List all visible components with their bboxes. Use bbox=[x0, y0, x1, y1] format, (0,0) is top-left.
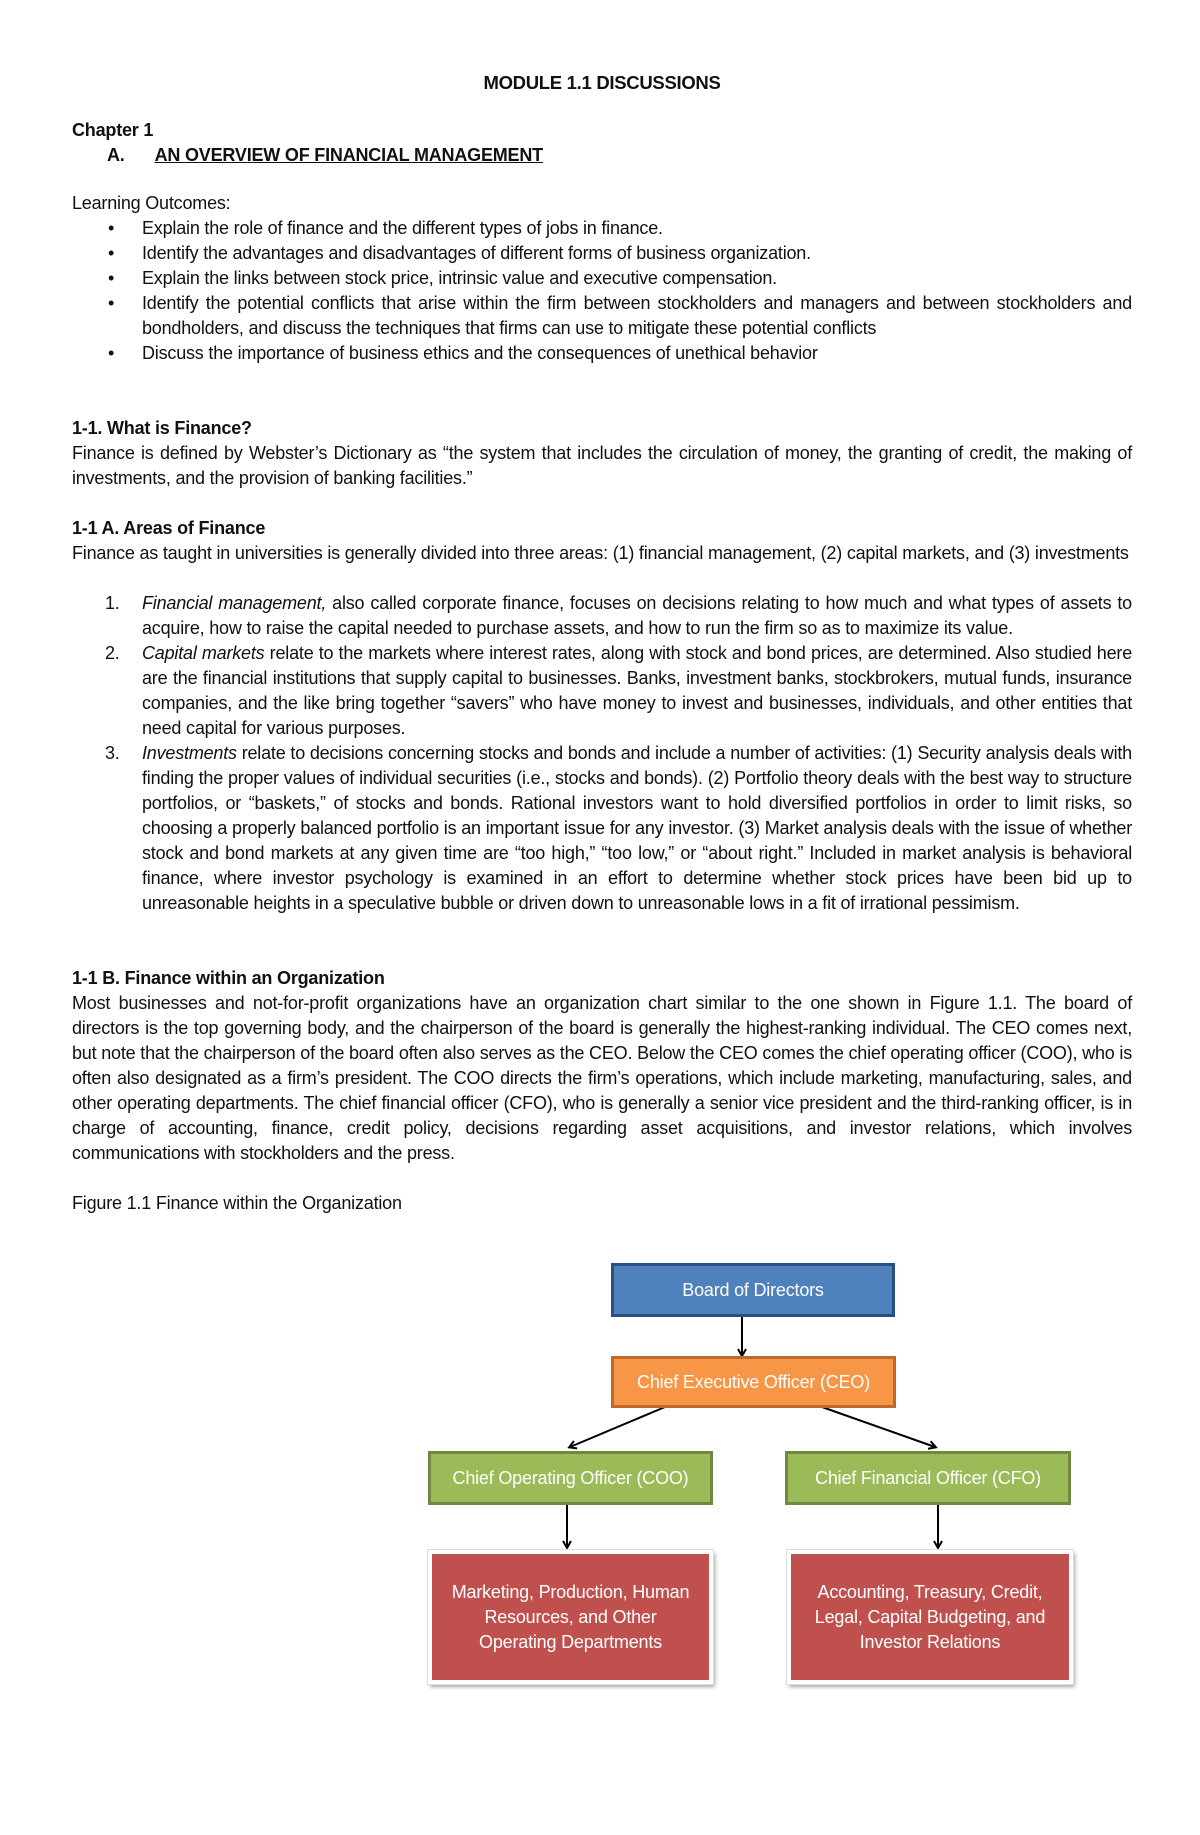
term: Investments bbox=[142, 743, 237, 763]
item-text: relate to the markets where interest rates, along with stock and bond prices, are determined. Also studied here are the financial institutions that supply capital to businesses. Banks, investment banks, stockbrokers, mutual funds, insurance companies, and the like bring together “savers” who have money to invest and businesses, individuals, and other entities that need capital for various purposes. bbox=[142, 643, 1133, 738]
arrow-ceo-to-cfo bbox=[822, 1407, 935, 1447]
areas-of-finance-list bbox=[72, 591, 1132, 916]
what-is-finance-body: Finance is defined by Webster’s Dictionary as “the system that includes the circulation of money, the granting of credit, the making of investments, and the provision of banking facilities.” bbox=[72, 443, 1132, 488]
list-item: • Identify the potential conflicts that arise within the firm between stockholders and managers and between stockholders and bondholders, and discuss the techniques that firms can use to mitigate these potential conflicts bbox=[108, 293, 1132, 338]
term: Financial management, bbox=[142, 593, 327, 613]
item-number: 1. bbox=[105, 593, 120, 613]
what-is-finance-heading: 1-1. What is Finance? bbox=[72, 418, 252, 438]
areas-of-finance-intro: Finance as taught in universities is generally divided into three areas: (1) financial management, (2) capital markets, and (3) investments bbox=[72, 543, 1129, 563]
item-number: 3. bbox=[105, 743, 120, 763]
page-title: MODULE 1.1 DISCUSSIONS bbox=[483, 72, 721, 93]
item-text: also called corporate finance, focuses on decisions relating to how much and what types of assets to acquire, how to raise the capital needed to purchase assets, and how to run the firm so as to maximize its value. bbox=[142, 593, 1132, 638]
document-page bbox=[72, 62, 1132, 1216]
areas-of-finance-heading: 1-1 A. Areas of Finance bbox=[72, 518, 266, 538]
item-text: relate to decisions concerning stocks and bonds and include a number of activities: (1) Security analysis deals with finding the proper values of individual securities (i.e., stocks and bonds). (2) Portfolio theory deals with the best way to structure portfolios, or “baskets,” of stocks and bonds. Rational investors want to hold diversified portfolios in order to limit risks, so choosing a properly balanced portfolio is an important issue for any investor. (3) Market analysis deals with the issue of whether stock and bond markets at any given time are “too high,” “too low,” or “about right.” Included in market analysis is behavioral finance, where investor psychology is examined in an effort to determine whether stock prices have been bid up to unreasonable heights in a speculative bubble or driven down to unreasonable lows in a fit of irrational pessimism. bbox=[142, 743, 1132, 913]
cfo-box: Chief Financial Officer (CFO) bbox=[785, 1451, 1071, 1505]
list-item: • Identify the advantages and disadvantages of different forms of business organization. bbox=[72, 241, 1132, 266]
finance-departments-box: Accounting, Treasury, Credit, Legal, Capital Budgeting, and Investor Relations bbox=[787, 1550, 1073, 1684]
bullet-icon: • bbox=[108, 293, 115, 313]
operations-departments-box: Marketing, Production, Human Resources, and Other Operating Departments bbox=[428, 1550, 713, 1684]
list-item bbox=[72, 591, 1132, 641]
list-item: • Discuss the importance of business ethics and the consequences of unethical behavior bbox=[72, 341, 1132, 366]
list-item bbox=[72, 641, 1132, 741]
bullet-icon: • bbox=[108, 343, 115, 363]
section-title: AN OVERVIEW OF FINANCIAL MANAGEMENT bbox=[154, 145, 543, 165]
list-item bbox=[72, 741, 1132, 916]
list-item: • Explain the role of finance and the different types of jobs in finance. bbox=[72, 216, 1132, 241]
section-a-heading bbox=[107, 143, 1132, 168]
item-number: 2. bbox=[105, 643, 120, 663]
figure-caption: Figure 1.1 Finance within the Organization bbox=[72, 1193, 402, 1213]
coo-box: Chief Operating Officer (COO) bbox=[428, 1451, 713, 1505]
finance-within-org-body: Most businesses and not-for-profit organizations have an organization chart similar to the one shown in Figure 1.1. The board of directors is the top governing body, and the chairperson of the board is generally the highest-ranking individual. The CEO comes next, but note that the chairperson of the board often also serves as the CEO. Below the CEO comes the chief operating officer (COO), who is often also designated as a firm’s president. The COO directs the firm’s operations, which include marketing, manufacturing, sales, and other operating departments. The chief financial officer (CFO), who is generally a senior vice president and the third-ranking officer, is in charge of accounting, finance, credit policy, decisions regarding asset acquisitions, and investor relations, which involves communications with stockholders and the press. bbox=[72, 993, 1132, 1163]
bullet-icon: • bbox=[108, 218, 115, 238]
bullet-icon: • bbox=[108, 268, 115, 288]
learning-outcomes-list bbox=[72, 216, 1132, 366]
term: Capital markets bbox=[142, 643, 265, 663]
bullet-icon: • bbox=[108, 243, 115, 263]
list-item: • Explain the links between stock price, intrinsic value and executive compensation. bbox=[72, 266, 1132, 291]
arrow-ceo-to-coo bbox=[570, 1407, 665, 1447]
chapter-label: Chapter 1 bbox=[72, 120, 154, 140]
ceo-box: Chief Executive Officer (CEO) bbox=[611, 1356, 896, 1408]
learning-outcomes-label: Learning Outcomes: bbox=[72, 193, 231, 213]
board-of-directors-box: Board of Directors bbox=[611, 1263, 895, 1317]
finance-within-org-heading: 1-1 B. Finance within an Organization bbox=[72, 968, 385, 988]
section-letter: A. bbox=[107, 145, 125, 165]
